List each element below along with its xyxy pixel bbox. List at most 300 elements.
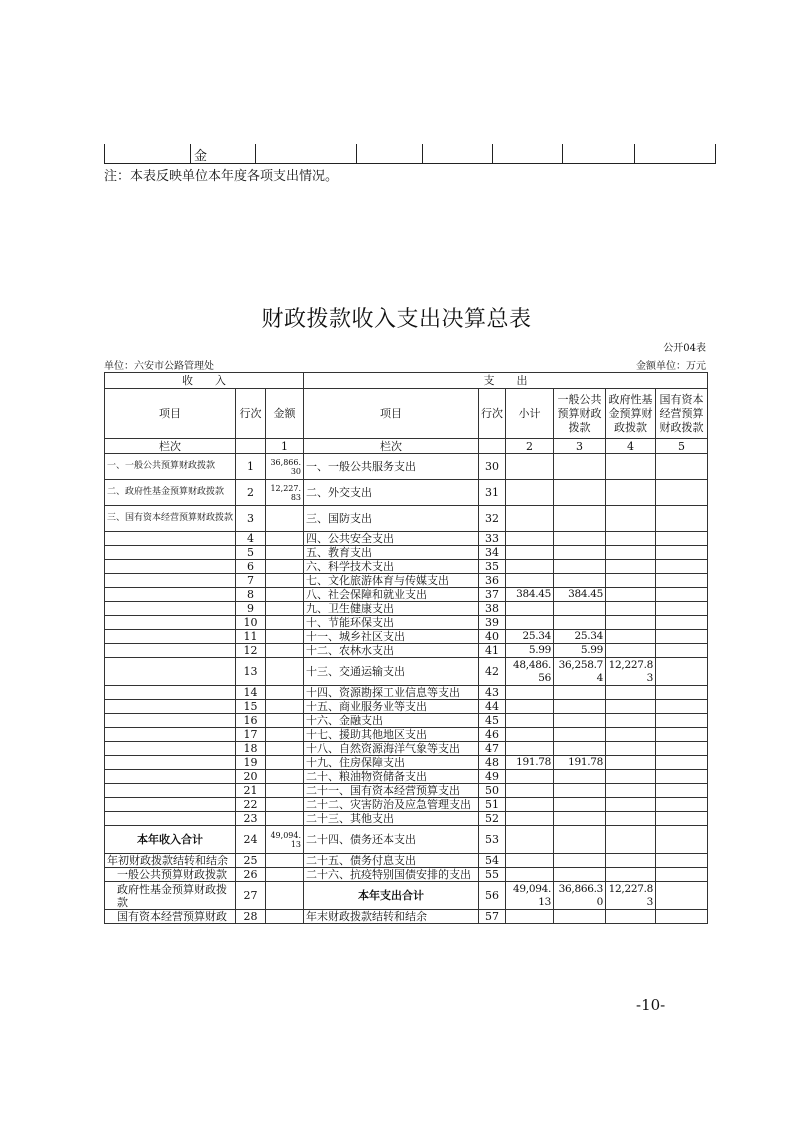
subtotal-value: [506, 854, 554, 868]
state-capital-value: [656, 574, 708, 588]
state-capital-value: [656, 826, 708, 854]
expense-group-header: 支 出: [304, 373, 708, 389]
income-amount: [266, 574, 304, 588]
expense-item: 二十三、其他支出: [304, 812, 479, 826]
income-item: [105, 700, 236, 714]
table-border: [492, 144, 493, 163]
income-item: 三、国有资本经营预算财政拨款: [105, 506, 236, 532]
expense-row-no: 41: [479, 644, 506, 658]
fiscal-summary-table: [104, 372, 708, 924]
expense-row-no: 44: [479, 700, 506, 714]
col-index-1: 1: [266, 439, 304, 454]
general-budget-value: [554, 728, 606, 742]
income-row-no-header: 行次: [236, 389, 266, 439]
income-amount: [266, 700, 304, 714]
general-budget-value: 384.45: [554, 588, 606, 602]
general-budget-value: [554, 616, 606, 630]
income-item: [105, 658, 236, 686]
table-row: [105, 546, 708, 560]
income-item: [105, 742, 236, 756]
gov-fund-value: [606, 602, 656, 616]
state-capital-header: 国有资本经营预算财政拨款: [656, 389, 708, 439]
income-row-no: 4: [236, 532, 266, 546]
expense-row-no: 40: [479, 630, 506, 644]
income-row-no: 13: [236, 658, 266, 686]
income-row-no: 18: [236, 742, 266, 756]
expense-item: 十二、农林水支出: [304, 644, 479, 658]
gov-fund-value: [606, 770, 656, 784]
subtotal-value: [506, 812, 554, 826]
general-budget-value: 36,866.30: [554, 882, 606, 910]
income-item: [105, 532, 236, 546]
table-border: [104, 144, 105, 163]
expense-row-no: 50: [479, 784, 506, 798]
expense-item: 年末财政拨款结转和结余: [304, 910, 479, 924]
table-row: [105, 742, 708, 756]
income-row-no: 14: [236, 686, 266, 700]
expense-item: 十五、商业服务业等支出: [304, 700, 479, 714]
expense-row-no: 34: [479, 546, 506, 560]
income-row-no: 23: [236, 812, 266, 826]
income-item-header: 项目: [105, 389, 236, 439]
expense-item: 九、卫生健康支出: [304, 602, 479, 616]
subtotal-value: [506, 728, 554, 742]
gov-fund-value: [606, 868, 656, 882]
expense-item: 七、文化旅游体育与传媒支出: [304, 574, 479, 588]
income-amount: [266, 546, 304, 560]
subtotal-header: 小计: [506, 389, 554, 439]
income-item: [105, 784, 236, 798]
subtotal-value: [506, 826, 554, 854]
subtotal-value: 25.34: [506, 630, 554, 644]
gov-fund-value: [606, 812, 656, 826]
remnant-cell-text: 金: [194, 149, 208, 164]
state-capital-value: [656, 644, 708, 658]
table-row: [105, 714, 708, 728]
income-row-no: 9: [236, 602, 266, 616]
expense-row-no: 47: [479, 742, 506, 756]
income-item: 一、一般公共预算财政拨款: [105, 454, 236, 480]
expense-row-no: 53: [479, 826, 506, 854]
income-item: [105, 770, 236, 784]
group-header-row: [105, 373, 708, 389]
income-amount: 49,094.13: [266, 826, 304, 854]
col-index-4: 4: [606, 439, 656, 454]
state-capital-value: [656, 784, 708, 798]
income-row-no: 26: [236, 868, 266, 882]
expense-row-no: 36: [479, 574, 506, 588]
expense-row-no: 52: [479, 812, 506, 826]
expense-row-no: 37: [479, 588, 506, 602]
expense-row-no: 33: [479, 532, 506, 546]
income-item: 政府性基金预算财政拨款: [105, 882, 236, 910]
general-budget-value: [554, 454, 606, 480]
col-index-2: 2: [506, 439, 554, 454]
page-title: 财政拨款收入支出决算总表: [261, 307, 532, 332]
column-index-row: [105, 439, 708, 454]
table-row: [105, 616, 708, 630]
gov-fund-value: [606, 546, 656, 560]
expense-item: 四、公共安全支出: [304, 532, 479, 546]
state-capital-value: [656, 658, 708, 686]
gov-fund-value: [606, 756, 656, 770]
income-item: [105, 686, 236, 700]
income-amount: 12,227.83: [266, 480, 304, 506]
income-row-no: 16: [236, 714, 266, 728]
state-capital-value: [656, 910, 708, 924]
income-amount: [266, 560, 304, 574]
income-item: 二、政府性基金预算财政拨款: [105, 480, 236, 506]
gov-fund-value: [606, 560, 656, 574]
state-capital-value: [656, 506, 708, 532]
subtotal-value: 49,094.13: [506, 882, 554, 910]
gov-fund-value: [606, 742, 656, 756]
table-row: [105, 910, 708, 924]
table-border: [255, 144, 256, 163]
general-budget-value: [554, 742, 606, 756]
gov-fund-value: [606, 588, 656, 602]
income-row-no: 6: [236, 560, 266, 574]
page-number: -10-: [636, 996, 666, 1014]
subtotal-value: [506, 532, 554, 546]
subtotal-value: [506, 480, 554, 506]
expense-row-no: 55: [479, 868, 506, 882]
general-budget-value: 191.78: [554, 756, 606, 770]
income-row-no: 2: [236, 480, 266, 506]
expense-row-no: 32: [479, 506, 506, 532]
expense-item: 十九、住房保障支出: [304, 756, 479, 770]
subtotal-value: [506, 506, 554, 532]
expense-item: 十七、援助其他地区支出: [304, 728, 479, 742]
expense-row-no: 30: [479, 454, 506, 480]
gov-fund-value: [606, 854, 656, 868]
subtotal-value: 384.45: [506, 588, 554, 602]
income-item: [105, 644, 236, 658]
subtotal-value: 191.78: [506, 756, 554, 770]
table-row: [105, 506, 708, 532]
income-item: [105, 812, 236, 826]
income-row-no: 8: [236, 588, 266, 602]
income-amount: [266, 714, 304, 728]
general-budget-value: [554, 546, 606, 560]
income-amount: [266, 882, 304, 910]
subtotal-value: [506, 686, 554, 700]
state-capital-value: [656, 630, 708, 644]
gov-fund-value: [606, 784, 656, 798]
income-row-no: 5: [236, 546, 266, 560]
gov-fund-value: [606, 480, 656, 506]
table-row: [105, 868, 708, 882]
expense-item: 五、教育支出: [304, 546, 479, 560]
income-item: 年初财政拨款结转和结余: [105, 854, 236, 868]
expense-row-no: 54: [479, 854, 506, 868]
general-budget-value: [554, 868, 606, 882]
expense-row-no: 39: [479, 616, 506, 630]
state-capital-value: [656, 882, 708, 910]
expense-item: 十一、城乡社区支出: [304, 630, 479, 644]
expense-row-no: 51: [479, 798, 506, 812]
state-capital-value: [656, 560, 708, 574]
expense-row-no: 46: [479, 728, 506, 742]
table-row: [105, 532, 708, 546]
table-border: [422, 144, 423, 163]
expense-row-no: 43: [479, 686, 506, 700]
income-amount: [266, 742, 304, 756]
income-amount: [266, 770, 304, 784]
state-capital-value: [656, 812, 708, 826]
expense-item: 本年支出合计: [304, 882, 479, 910]
table-row: [105, 602, 708, 616]
state-capital-value: [656, 756, 708, 770]
state-capital-value: [656, 728, 708, 742]
gov-fund-value: [606, 686, 656, 700]
expense-item: 十三、交通运输支出: [304, 658, 479, 686]
col-label: 栏次: [105, 439, 236, 454]
expense-item: 二、外交支出: [304, 480, 479, 506]
income-item: [105, 602, 236, 616]
state-capital-value: [656, 602, 708, 616]
income-row-no: 24: [236, 826, 266, 854]
income-row-no: 19: [236, 756, 266, 770]
expense-row-no: 56: [479, 882, 506, 910]
table-row: [105, 588, 708, 602]
subtotal-value: 5.99: [506, 644, 554, 658]
expense-item-header: 项目: [304, 389, 479, 439]
general-budget-value: [554, 714, 606, 728]
expense-row-no: 42: [479, 658, 506, 686]
col-index-5: 5: [656, 439, 708, 454]
expense-item: 三、国防支出: [304, 506, 479, 532]
expense-item: 二十二、灾害防治及应急管理支出: [304, 798, 479, 812]
gov-fund-value: 12,227.83: [606, 658, 656, 686]
income-amount: [266, 854, 304, 868]
income-item: [105, 630, 236, 644]
income-row-no: 27: [236, 882, 266, 910]
expense-item: 二十、粮油物资储备支出: [304, 770, 479, 784]
general-budget-value: [554, 602, 606, 616]
unit-label: 单位：六安市公路管理处: [104, 361, 214, 372]
subtotal-value: [506, 784, 554, 798]
expense-item: 十六、金融支出: [304, 714, 479, 728]
table-row: [105, 658, 708, 686]
income-amount: [266, 728, 304, 742]
income-row-no: 3: [236, 506, 266, 532]
subtotal-value: [506, 546, 554, 560]
table-row: [105, 798, 708, 812]
gov-fund-value: [606, 616, 656, 630]
general-budget-value: [554, 910, 606, 924]
income-amount: [266, 630, 304, 644]
state-capital-value: [656, 480, 708, 506]
gov-fund-value: [606, 728, 656, 742]
general-budget-value: 36,258.74: [554, 658, 606, 686]
table-row: [105, 574, 708, 588]
state-capital-value: [656, 868, 708, 882]
table-row: [105, 644, 708, 658]
table-row: [105, 630, 708, 644]
col-label-2: 栏次: [304, 439, 479, 454]
income-amount: [266, 644, 304, 658]
table-row: [105, 812, 708, 826]
income-amount: [266, 756, 304, 770]
expense-item: 十、节能环保支出: [304, 616, 479, 630]
gov-fund-value: [606, 454, 656, 480]
table-border: [634, 144, 635, 163]
income-row-no: 21: [236, 784, 266, 798]
general-budget-value: [554, 854, 606, 868]
income-row-no: 12: [236, 644, 266, 658]
general-budget-value: 25.34: [554, 630, 606, 644]
general-budget-value: [554, 798, 606, 812]
state-capital-value: [656, 714, 708, 728]
state-capital-value: [656, 798, 708, 812]
table-border: [562, 144, 563, 163]
subtotal-value: [506, 868, 554, 882]
income-row-no: 15: [236, 700, 266, 714]
income-amount: [266, 910, 304, 924]
expense-item: 二十一、国有资本经营预算支出: [304, 784, 479, 798]
general-budget-header: 一般公共预算财政拨款: [554, 389, 606, 439]
expense-item: 八、社会保障和就业支出: [304, 588, 479, 602]
income-item: 本年收入合计: [105, 826, 236, 854]
gov-fund-value: [606, 798, 656, 812]
income-amount: [266, 588, 304, 602]
income-item: [105, 546, 236, 560]
income-amount: [266, 686, 304, 700]
col-index-empty: [236, 439, 266, 454]
table-row: [105, 560, 708, 574]
income-amount: [266, 616, 304, 630]
subtotal-value: [506, 770, 554, 784]
income-row-no: 28: [236, 910, 266, 924]
col-index-empty: [479, 439, 506, 454]
state-capital-value: [656, 588, 708, 602]
expense-row-no: 31: [479, 480, 506, 506]
table-row: [105, 700, 708, 714]
previous-table-remnant: [104, 144, 716, 164]
subtotal-value: [506, 798, 554, 812]
income-amount: [266, 506, 304, 532]
table-row: [105, 854, 708, 868]
expense-item: 一、一般公共服务支出: [304, 454, 479, 480]
subtotal-value: [506, 560, 554, 574]
income-item: [105, 756, 236, 770]
state-capital-value: [656, 770, 708, 784]
expense-item: 二十六、抗疫特别国债安排的支出: [304, 868, 479, 882]
expense-item: 二十五、债务付息支出: [304, 854, 479, 868]
state-capital-value: [656, 454, 708, 480]
general-budget-value: [554, 826, 606, 854]
income-item: [105, 714, 236, 728]
income-row-no: 11: [236, 630, 266, 644]
gov-fund-value: 12,227.83: [606, 882, 656, 910]
expense-row-no: 35: [479, 560, 506, 574]
subtotal-value: [506, 454, 554, 480]
state-capital-value: [656, 616, 708, 630]
expense-row-no: 57: [479, 910, 506, 924]
subtotal-value: [506, 742, 554, 756]
gov-fund-header: 政府性基金预算财政拨款: [606, 389, 656, 439]
expense-row-no: 45: [479, 714, 506, 728]
income-amount: [266, 602, 304, 616]
income-item: [105, 798, 236, 812]
general-budget-value: [554, 700, 606, 714]
expense-item: 十四、资源勘探工业信息等支出: [304, 686, 479, 700]
income-amount: [266, 798, 304, 812]
income-item: [105, 574, 236, 588]
general-budget-value: [554, 784, 606, 798]
state-capital-value: [656, 742, 708, 756]
income-item: [105, 560, 236, 574]
table-row: [105, 454, 708, 480]
gov-fund-value: [606, 826, 656, 854]
state-capital-value: [656, 532, 708, 546]
col-index-3: 3: [554, 439, 606, 454]
table-border: [190, 144, 191, 163]
income-amount: [266, 812, 304, 826]
subtotal-value: [506, 574, 554, 588]
income-row-no: 7: [236, 574, 266, 588]
general-budget-value: [554, 560, 606, 574]
income-amount: [266, 532, 304, 546]
column-header-row: [105, 389, 708, 439]
income-row-no: 25: [236, 854, 266, 868]
table-row: [105, 686, 708, 700]
expense-item: 十八、自然资源海洋气象等支出: [304, 742, 479, 756]
table-border: [715, 144, 716, 163]
income-row-no: 10: [236, 616, 266, 630]
income-amount: [266, 658, 304, 686]
gov-fund-value: [606, 644, 656, 658]
gov-fund-value: [606, 630, 656, 644]
subtotal-value: [506, 910, 554, 924]
subtotal-value: 48,486.56: [506, 658, 554, 686]
gov-fund-value: [606, 714, 656, 728]
income-item: [105, 588, 236, 602]
gov-fund-value: [606, 910, 656, 924]
table-border: [356, 144, 357, 163]
general-budget-value: [554, 686, 606, 700]
income-amount-header: 金额: [266, 389, 304, 439]
general-budget-value: 5.99: [554, 644, 606, 658]
table-row: [105, 826, 708, 854]
gov-fund-value: [606, 532, 656, 546]
subtotal-value: [506, 602, 554, 616]
table-row: [105, 728, 708, 742]
table-row: [105, 882, 708, 910]
income-row-no: 22: [236, 798, 266, 812]
table-row: [105, 480, 708, 506]
general-budget-value: [554, 812, 606, 826]
amount-unit-label: 金额单位：万元: [636, 361, 706, 372]
expense-row-no: 49: [479, 770, 506, 784]
gov-fund-value: [606, 574, 656, 588]
income-row-no: 1: [236, 454, 266, 480]
state-capital-value: [656, 700, 708, 714]
state-capital-value: [656, 854, 708, 868]
subtotal-value: [506, 616, 554, 630]
income-row-no: 20: [236, 770, 266, 784]
general-budget-value: [554, 770, 606, 784]
subtotal-value: [506, 714, 554, 728]
income-item: [105, 728, 236, 742]
gov-fund-value: [606, 700, 656, 714]
subtotal-value: [506, 700, 554, 714]
state-capital-value: [656, 546, 708, 560]
expense-item: 二十四、债务还本支出: [304, 826, 479, 854]
income-item: 一般公共预算财政拨款: [105, 868, 236, 882]
income-item: 国有资本经营预算财政: [105, 910, 236, 924]
